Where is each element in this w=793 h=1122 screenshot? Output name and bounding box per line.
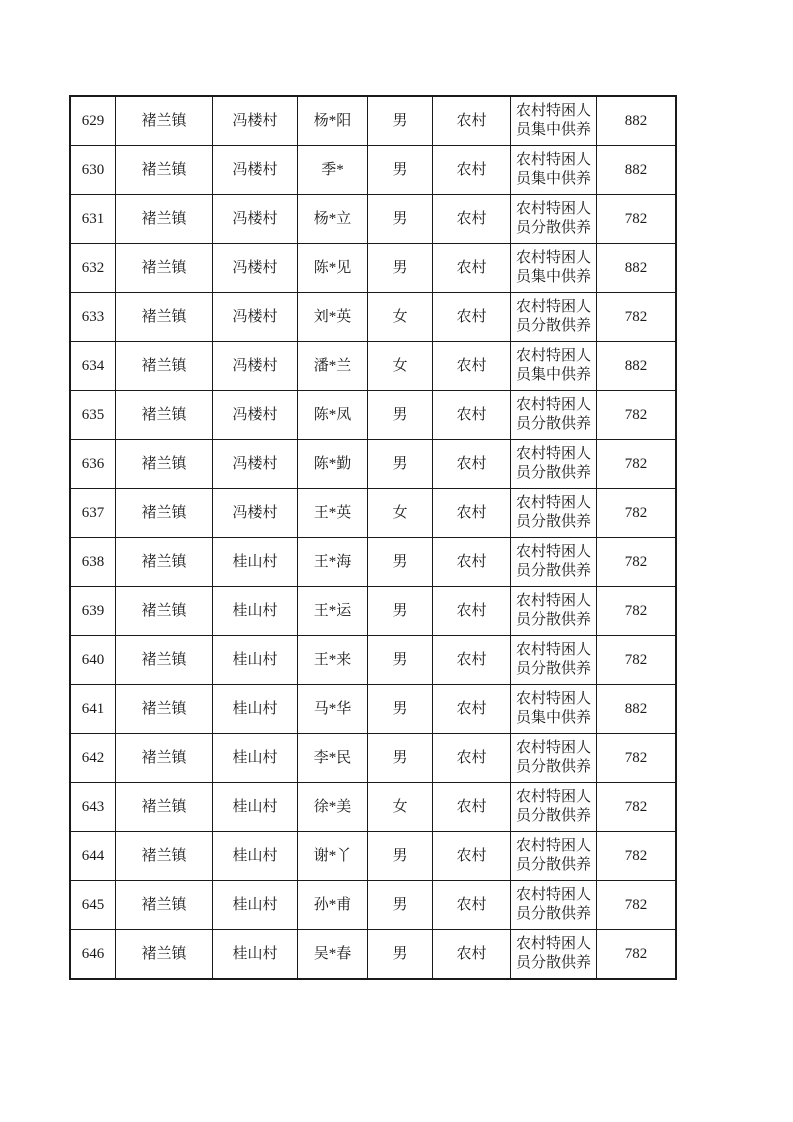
cell-region: 农村	[433, 391, 511, 440]
cell-amount: 782	[597, 783, 677, 832]
table-row	[70, 342, 676, 391]
cell-amount: 882	[597, 96, 677, 146]
cell-category: 农村特困人员分散供养	[511, 195, 597, 244]
cell-amount: 882	[597, 244, 677, 293]
cell-seq: 635	[70, 391, 116, 440]
cell-village: 桂山村	[213, 538, 298, 587]
cell-region: 农村	[433, 440, 511, 489]
cell-name: 王*运	[298, 587, 368, 636]
cell-seq: 629	[70, 96, 116, 146]
cell-town: 褚兰镇	[116, 96, 213, 146]
recipients-table	[69, 95, 677, 980]
table-row	[70, 783, 676, 832]
cell-category: 农村特困人员分散供养	[511, 881, 597, 930]
cell-category: 农村特困人员分散供养	[511, 783, 597, 832]
cell-seq: 644	[70, 832, 116, 881]
cell-category: 农村特困人员分散供养	[511, 587, 597, 636]
cell-village: 桂山村	[213, 930, 298, 980]
cell-gender: 男	[368, 195, 433, 244]
cell-village: 冯楼村	[213, 489, 298, 538]
cell-seq: 646	[70, 930, 116, 980]
cell-region: 农村	[433, 832, 511, 881]
cell-amount: 782	[597, 587, 677, 636]
cell-gender: 男	[368, 244, 433, 293]
cell-town: 褚兰镇	[116, 538, 213, 587]
cell-name: 吴*春	[298, 930, 368, 980]
cell-region: 农村	[433, 96, 511, 146]
cell-category: 农村特困人员分散供养	[511, 538, 597, 587]
cell-town: 褚兰镇	[116, 293, 213, 342]
cell-amount: 782	[597, 440, 677, 489]
cell-town: 褚兰镇	[116, 685, 213, 734]
cell-village: 冯楼村	[213, 96, 298, 146]
cell-region: 农村	[433, 293, 511, 342]
cell-region: 农村	[433, 342, 511, 391]
cell-category: 农村特困人员分散供养	[511, 391, 597, 440]
cell-seq: 633	[70, 293, 116, 342]
cell-town: 褚兰镇	[116, 930, 213, 980]
cell-region: 农村	[433, 636, 511, 685]
cell-gender: 男	[368, 734, 433, 783]
table-row	[70, 832, 676, 881]
cell-seq: 630	[70, 146, 116, 195]
cell-amount: 782	[597, 881, 677, 930]
table-row	[70, 734, 676, 783]
cell-amount: 782	[597, 489, 677, 538]
table-row	[70, 391, 676, 440]
cell-name: 王*英	[298, 489, 368, 538]
cell-village: 桂山村	[213, 636, 298, 685]
cell-category: 农村特困人员集中供养	[511, 342, 597, 391]
cell-gender: 男	[368, 685, 433, 734]
cell-name: 陈*勤	[298, 440, 368, 489]
cell-seq: 640	[70, 636, 116, 685]
table-row	[70, 146, 676, 195]
cell-seq: 636	[70, 440, 116, 489]
cell-name: 杨*阳	[298, 96, 368, 146]
cell-town: 褚兰镇	[116, 832, 213, 881]
cell-village: 冯楼村	[213, 440, 298, 489]
cell-region: 农村	[433, 685, 511, 734]
cell-name: 季*	[298, 146, 368, 195]
table-row	[70, 244, 676, 293]
cell-seq: 639	[70, 587, 116, 636]
cell-name: 徐*美	[298, 783, 368, 832]
cell-amount: 782	[597, 538, 677, 587]
cell-town: 褚兰镇	[116, 489, 213, 538]
table-row	[70, 636, 676, 685]
cell-name: 杨*立	[298, 195, 368, 244]
table-row	[70, 685, 676, 734]
cell-town: 褚兰镇	[116, 587, 213, 636]
cell-gender: 男	[368, 96, 433, 146]
cell-seq: 632	[70, 244, 116, 293]
cell-category: 农村特困人员集中供养	[511, 96, 597, 146]
cell-gender: 男	[368, 391, 433, 440]
cell-category: 农村特困人员集中供养	[511, 146, 597, 195]
cell-region: 农村	[433, 587, 511, 636]
cell-amount: 782	[597, 195, 677, 244]
cell-region: 农村	[433, 538, 511, 587]
cell-village: 桂山村	[213, 685, 298, 734]
cell-gender: 男	[368, 587, 433, 636]
cell-name: 潘*兰	[298, 342, 368, 391]
cell-category: 农村特困人员分散供养	[511, 440, 597, 489]
table-row	[70, 96, 676, 146]
cell-region: 农村	[433, 146, 511, 195]
cell-name: 谢*丫	[298, 832, 368, 881]
cell-town: 褚兰镇	[116, 146, 213, 195]
cell-amount: 782	[597, 930, 677, 980]
cell-gender: 女	[368, 489, 433, 538]
cell-name: 王*海	[298, 538, 368, 587]
cell-seq: 634	[70, 342, 116, 391]
cell-village: 桂山村	[213, 783, 298, 832]
cell-amount: 882	[597, 342, 677, 391]
cell-category: 农村特困人员分散供养	[511, 636, 597, 685]
cell-seq: 642	[70, 734, 116, 783]
cell-region: 农村	[433, 734, 511, 783]
cell-town: 褚兰镇	[116, 783, 213, 832]
cell-region: 农村	[433, 489, 511, 538]
cell-region: 农村	[433, 195, 511, 244]
table-row	[70, 293, 676, 342]
table-row	[70, 881, 676, 930]
cell-name: 陈*凤	[298, 391, 368, 440]
cell-amount: 782	[597, 636, 677, 685]
cell-gender: 男	[368, 440, 433, 489]
table-row	[70, 489, 676, 538]
cell-gender: 女	[368, 293, 433, 342]
cell-amount: 782	[597, 293, 677, 342]
cell-town: 褚兰镇	[116, 244, 213, 293]
cell-amount: 782	[597, 391, 677, 440]
cell-seq: 641	[70, 685, 116, 734]
table-row	[70, 538, 676, 587]
cell-village: 桂山村	[213, 587, 298, 636]
cell-category: 农村特困人员分散供养	[511, 930, 597, 980]
cell-town: 褚兰镇	[116, 440, 213, 489]
cell-town: 褚兰镇	[116, 195, 213, 244]
cell-region: 农村	[433, 244, 511, 293]
cell-category: 农村特困人员分散供养	[511, 832, 597, 881]
cell-town: 褚兰镇	[116, 342, 213, 391]
cell-category: 农村特困人员分散供养	[511, 489, 597, 538]
cell-name: 陈*见	[298, 244, 368, 293]
cell-category: 农村特困人员集中供养	[511, 685, 597, 734]
cell-village: 冯楼村	[213, 195, 298, 244]
cell-name: 李*民	[298, 734, 368, 783]
cell-gender: 男	[368, 881, 433, 930]
cell-gender: 男	[368, 538, 433, 587]
cell-name: 孙*甫	[298, 881, 368, 930]
cell-seq: 631	[70, 195, 116, 244]
cell-gender: 女	[368, 342, 433, 391]
cell-gender: 男	[368, 832, 433, 881]
cell-town: 褚兰镇	[116, 391, 213, 440]
cell-category: 农村特困人员分散供养	[511, 734, 597, 783]
table-row	[70, 930, 676, 980]
cell-name: 王*来	[298, 636, 368, 685]
cell-gender: 男	[368, 636, 433, 685]
cell-name: 马*华	[298, 685, 368, 734]
cell-town: 褚兰镇	[116, 636, 213, 685]
table-row	[70, 440, 676, 489]
cell-town: 褚兰镇	[116, 734, 213, 783]
cell-region: 农村	[433, 783, 511, 832]
cell-seq: 637	[70, 489, 116, 538]
cell-seq: 643	[70, 783, 116, 832]
cell-village: 冯楼村	[213, 342, 298, 391]
cell-amount: 782	[597, 832, 677, 881]
cell-category: 农村特困人员分散供养	[511, 293, 597, 342]
cell-gender: 男	[368, 930, 433, 980]
cell-village: 冯楼村	[213, 244, 298, 293]
table-row	[70, 195, 676, 244]
cell-village: 冯楼村	[213, 391, 298, 440]
cell-gender: 女	[368, 783, 433, 832]
cell-region: 农村	[433, 930, 511, 980]
cell-region: 农村	[433, 881, 511, 930]
cell-name: 刘*英	[298, 293, 368, 342]
cell-amount: 782	[597, 734, 677, 783]
cell-seq: 645	[70, 881, 116, 930]
cell-seq: 638	[70, 538, 116, 587]
cell-village: 桂山村	[213, 832, 298, 881]
cell-amount: 882	[597, 146, 677, 195]
cell-village: 冯楼村	[213, 146, 298, 195]
cell-village: 桂山村	[213, 881, 298, 930]
table-row	[70, 587, 676, 636]
cell-village: 桂山村	[213, 734, 298, 783]
cell-village: 冯楼村	[213, 293, 298, 342]
cell-gender: 男	[368, 146, 433, 195]
cell-category: 农村特困人员集中供养	[511, 244, 597, 293]
cell-amount: 882	[597, 685, 677, 734]
cell-town: 褚兰镇	[116, 881, 213, 930]
